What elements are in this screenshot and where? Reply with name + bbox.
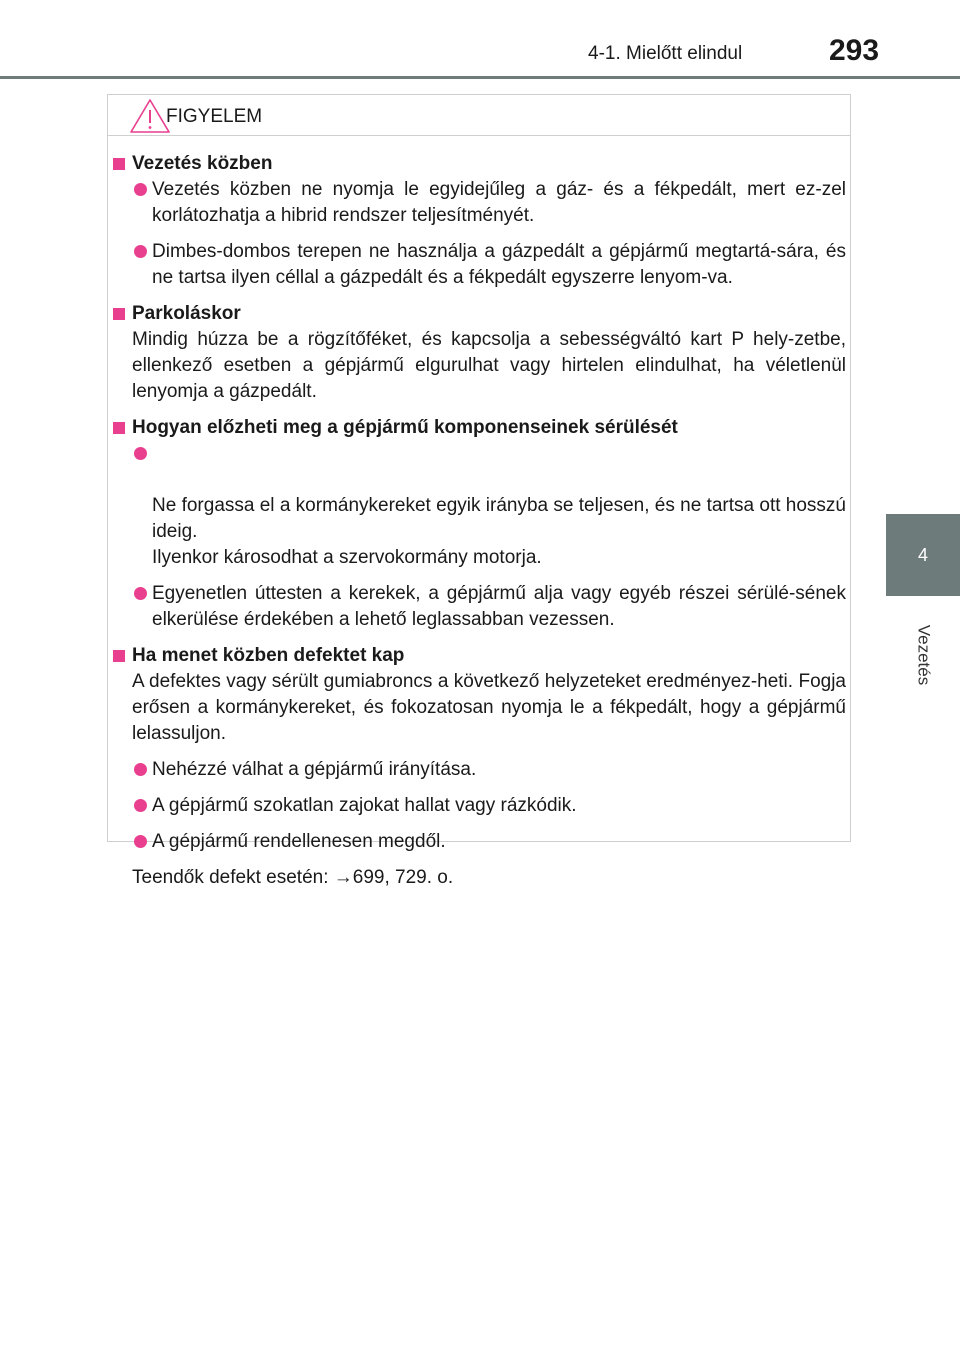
section-title: 4-1. Mielőtt elindul bbox=[588, 43, 743, 64]
section-heading: Ha menet közben defektet kap bbox=[112, 643, 846, 669]
chapter-number: 4 bbox=[917, 544, 928, 565]
list-item: Dimbes-dombos terepen ne használja a gázpedált a gépjármű megtartá-sára, és ne tartsa ilyen céllal a gázpedált és a fékpedált egyszerre lenyom-va. bbox=[112, 239, 846, 291]
warning-header bbox=[108, 95, 850, 136]
square-bullet-icon bbox=[113, 158, 125, 170]
chapter-tab[interactable] bbox=[886, 514, 960, 596]
warning-box bbox=[107, 94, 851, 888]
section-parking bbox=[112, 301, 846, 405]
section-heading: Parkoláskor bbox=[112, 301, 846, 327]
chapter-label: Vezetés bbox=[914, 624, 933, 686]
round-bullet-icon bbox=[134, 245, 147, 258]
square-bullet-icon bbox=[113, 650, 125, 662]
round-bullet-icon bbox=[134, 183, 147, 196]
square-bullet-icon bbox=[113, 422, 125, 434]
list-item: Vezetés közben ne nyomja le egyidejűleg a gáz- és a fékpedált, mert ez-zel korlátozhatja a hibrid rendszer teljesítményét. bbox=[112, 177, 846, 229]
header-rule bbox=[0, 76, 960, 79]
round-bullet-icon bbox=[134, 835, 147, 848]
section-flat-tire bbox=[112, 643, 846, 891]
round-bullet-icon bbox=[134, 799, 147, 812]
section-heading: Vezetés közben bbox=[112, 151, 846, 177]
warning-content bbox=[112, 151, 846, 901]
section-driving bbox=[112, 151, 846, 291]
list-item: Nehézzé válhat a gépjármű irányítása. bbox=[112, 757, 846, 783]
page-number: 293 bbox=[829, 34, 880, 67]
list-item: A gépjármű rendellenesen megdől. bbox=[112, 829, 846, 855]
square-bullet-icon bbox=[113, 308, 125, 320]
section-component-damage bbox=[112, 415, 846, 633]
round-bullet-icon bbox=[134, 763, 147, 776]
list-item: A gépjármű szokatlan zajokat hallat vagy rázkódik. bbox=[112, 793, 846, 819]
warning-title: FIGYELEM bbox=[166, 106, 263, 127]
section-heading: Hogyan előzheti meg a gépjármű komponenseinek sérülését bbox=[112, 415, 846, 441]
paragraph: Mindig húzza be a rögzítőféket, és kapcsolja a sebességváltó kart P hely-zetbe, ellenkező esetben a gépjármű elgurulhat vagy hirtelen elindulhat, ha véletlenül lenyomja a gázpedált. bbox=[132, 329, 846, 402]
list-item: Ne forgassa el a kormánykereket egyik irányba se teljesen, és ne tartsa ott hosszú ideig. Ilyenkor károsodhat a szervokormány motorja. bbox=[112, 441, 846, 571]
list-item: Egyenetlen úttesten a kerekek, a gépjármű alja vagy egyéb részei sérülé-sének elkerülése érdekében a lehető leglassabban vezessen. bbox=[112, 581, 846, 633]
paragraph: A defektes vagy sérült gumiabroncs a következő helyzeteket eredményez-heti. Fogja erősen a kormánykereket, és fokozatosan nyomja le a fékpedált, hogy a gépjármű lelassuljon. bbox=[132, 671, 846, 744]
round-bullet-icon bbox=[134, 587, 147, 600]
page-reference[interactable]: Teendők defekt esetén: →699, 729. o. bbox=[132, 867, 454, 888]
round-bullet-icon bbox=[134, 447, 147, 460]
